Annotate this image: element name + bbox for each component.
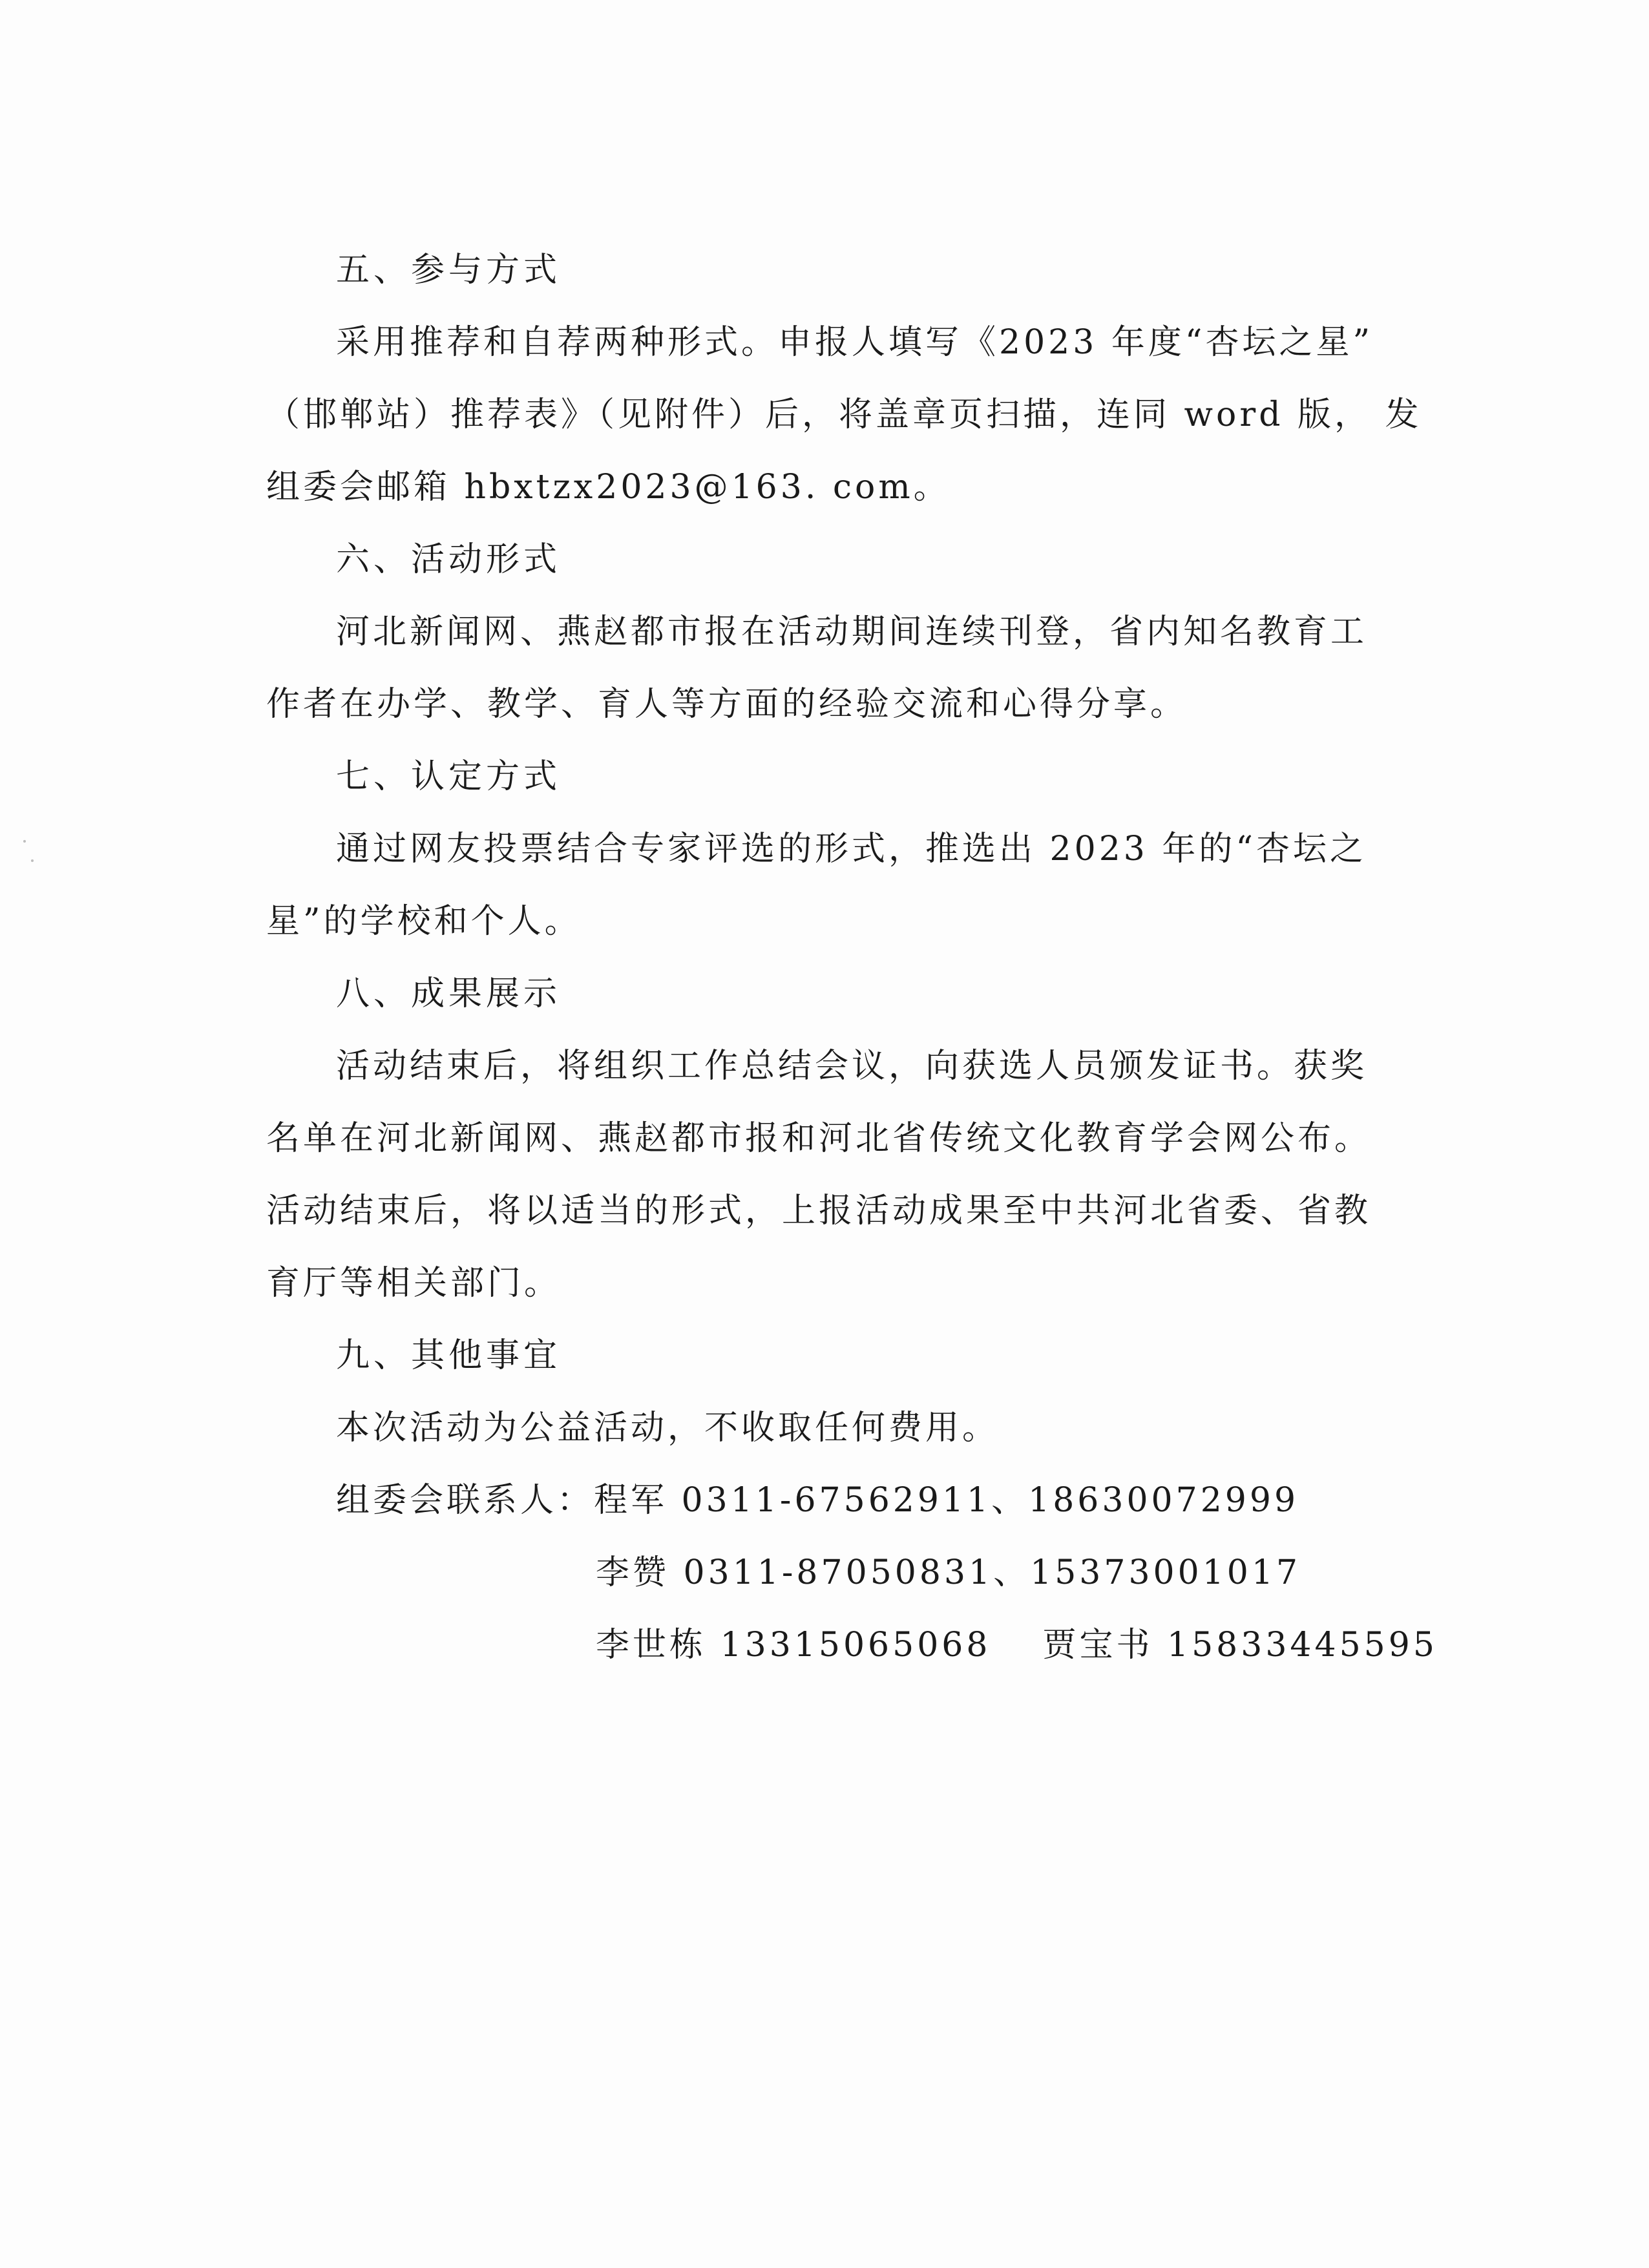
scan-speck bbox=[23, 840, 26, 843]
section-heading: 七、认定方式 bbox=[336, 757, 562, 796]
paragraph-line: 组委会邮箱 hbxtzx2023@163. com。 bbox=[266, 468, 951, 507]
paragraph-line: 活动结束后，将以适当的形式，上报活动成果至中共河北省委、省教 bbox=[266, 1192, 1372, 1230]
paragraph-line: 本次活动为公益活动，不收取任何费用。 bbox=[336, 1409, 1000, 1447]
contact-line: 贾宝书 15833445595 bbox=[1042, 1626, 1438, 1664]
paragraph-line: 通过网友投票结合专家评选的形式，推选出 2023 年的“杏坛之 bbox=[336, 830, 1367, 868]
section-heading: 八、成果展示 bbox=[336, 974, 562, 1013]
contact-label: 组委会联系人： bbox=[336, 1481, 594, 1520]
scan-speck bbox=[31, 859, 34, 862]
contact-line: 李赞 0311-87050831、15373001017 bbox=[596, 1553, 1301, 1592]
section-heading: 九、其他事宜 bbox=[336, 1336, 562, 1375]
paragraph-line: 作者在办学、教学、育人等方面的经验交流和心得分享。 bbox=[266, 685, 1188, 724]
contact-row bbox=[596, 1626, 1438, 1664]
paragraph-line: 星”的学校和个人。 bbox=[266, 902, 582, 941]
section-heading: 五、参与方式 bbox=[336, 251, 562, 289]
contact-block bbox=[336, 1481, 1299, 1520]
contact-line: 李世栋 13315065068 bbox=[596, 1626, 991, 1664]
paragraph-line: 名单在河北新闻网、燕赵都市报和河北省传统文化教育学会网公布。 bbox=[266, 1119, 1372, 1158]
paragraph-line: 育厅等相关部门。 bbox=[266, 1264, 562, 1303]
paragraph-line: 河北新闻网、燕赵都市报在活动期间连续刊登，省内知名教育工 bbox=[336, 613, 1368, 651]
paragraph-line: 活动结束后，将组织工作总结会议，向获选人员颁发证书。获奖 bbox=[336, 1047, 1368, 1086]
contact-line: 程军 0311-67562911、18630072999 bbox=[594, 1481, 1299, 1520]
paragraph-line: 采用推荐和自荐两种形式。申报人填写《2023 年度“杏坛之星” bbox=[336, 323, 1374, 362]
section-heading: 六、活动形式 bbox=[336, 540, 562, 579]
paragraph-line: （邯郸站）推荐表》（见附件）后，将盖章页扫描，连同 word 版， 发 bbox=[266, 395, 1422, 434]
